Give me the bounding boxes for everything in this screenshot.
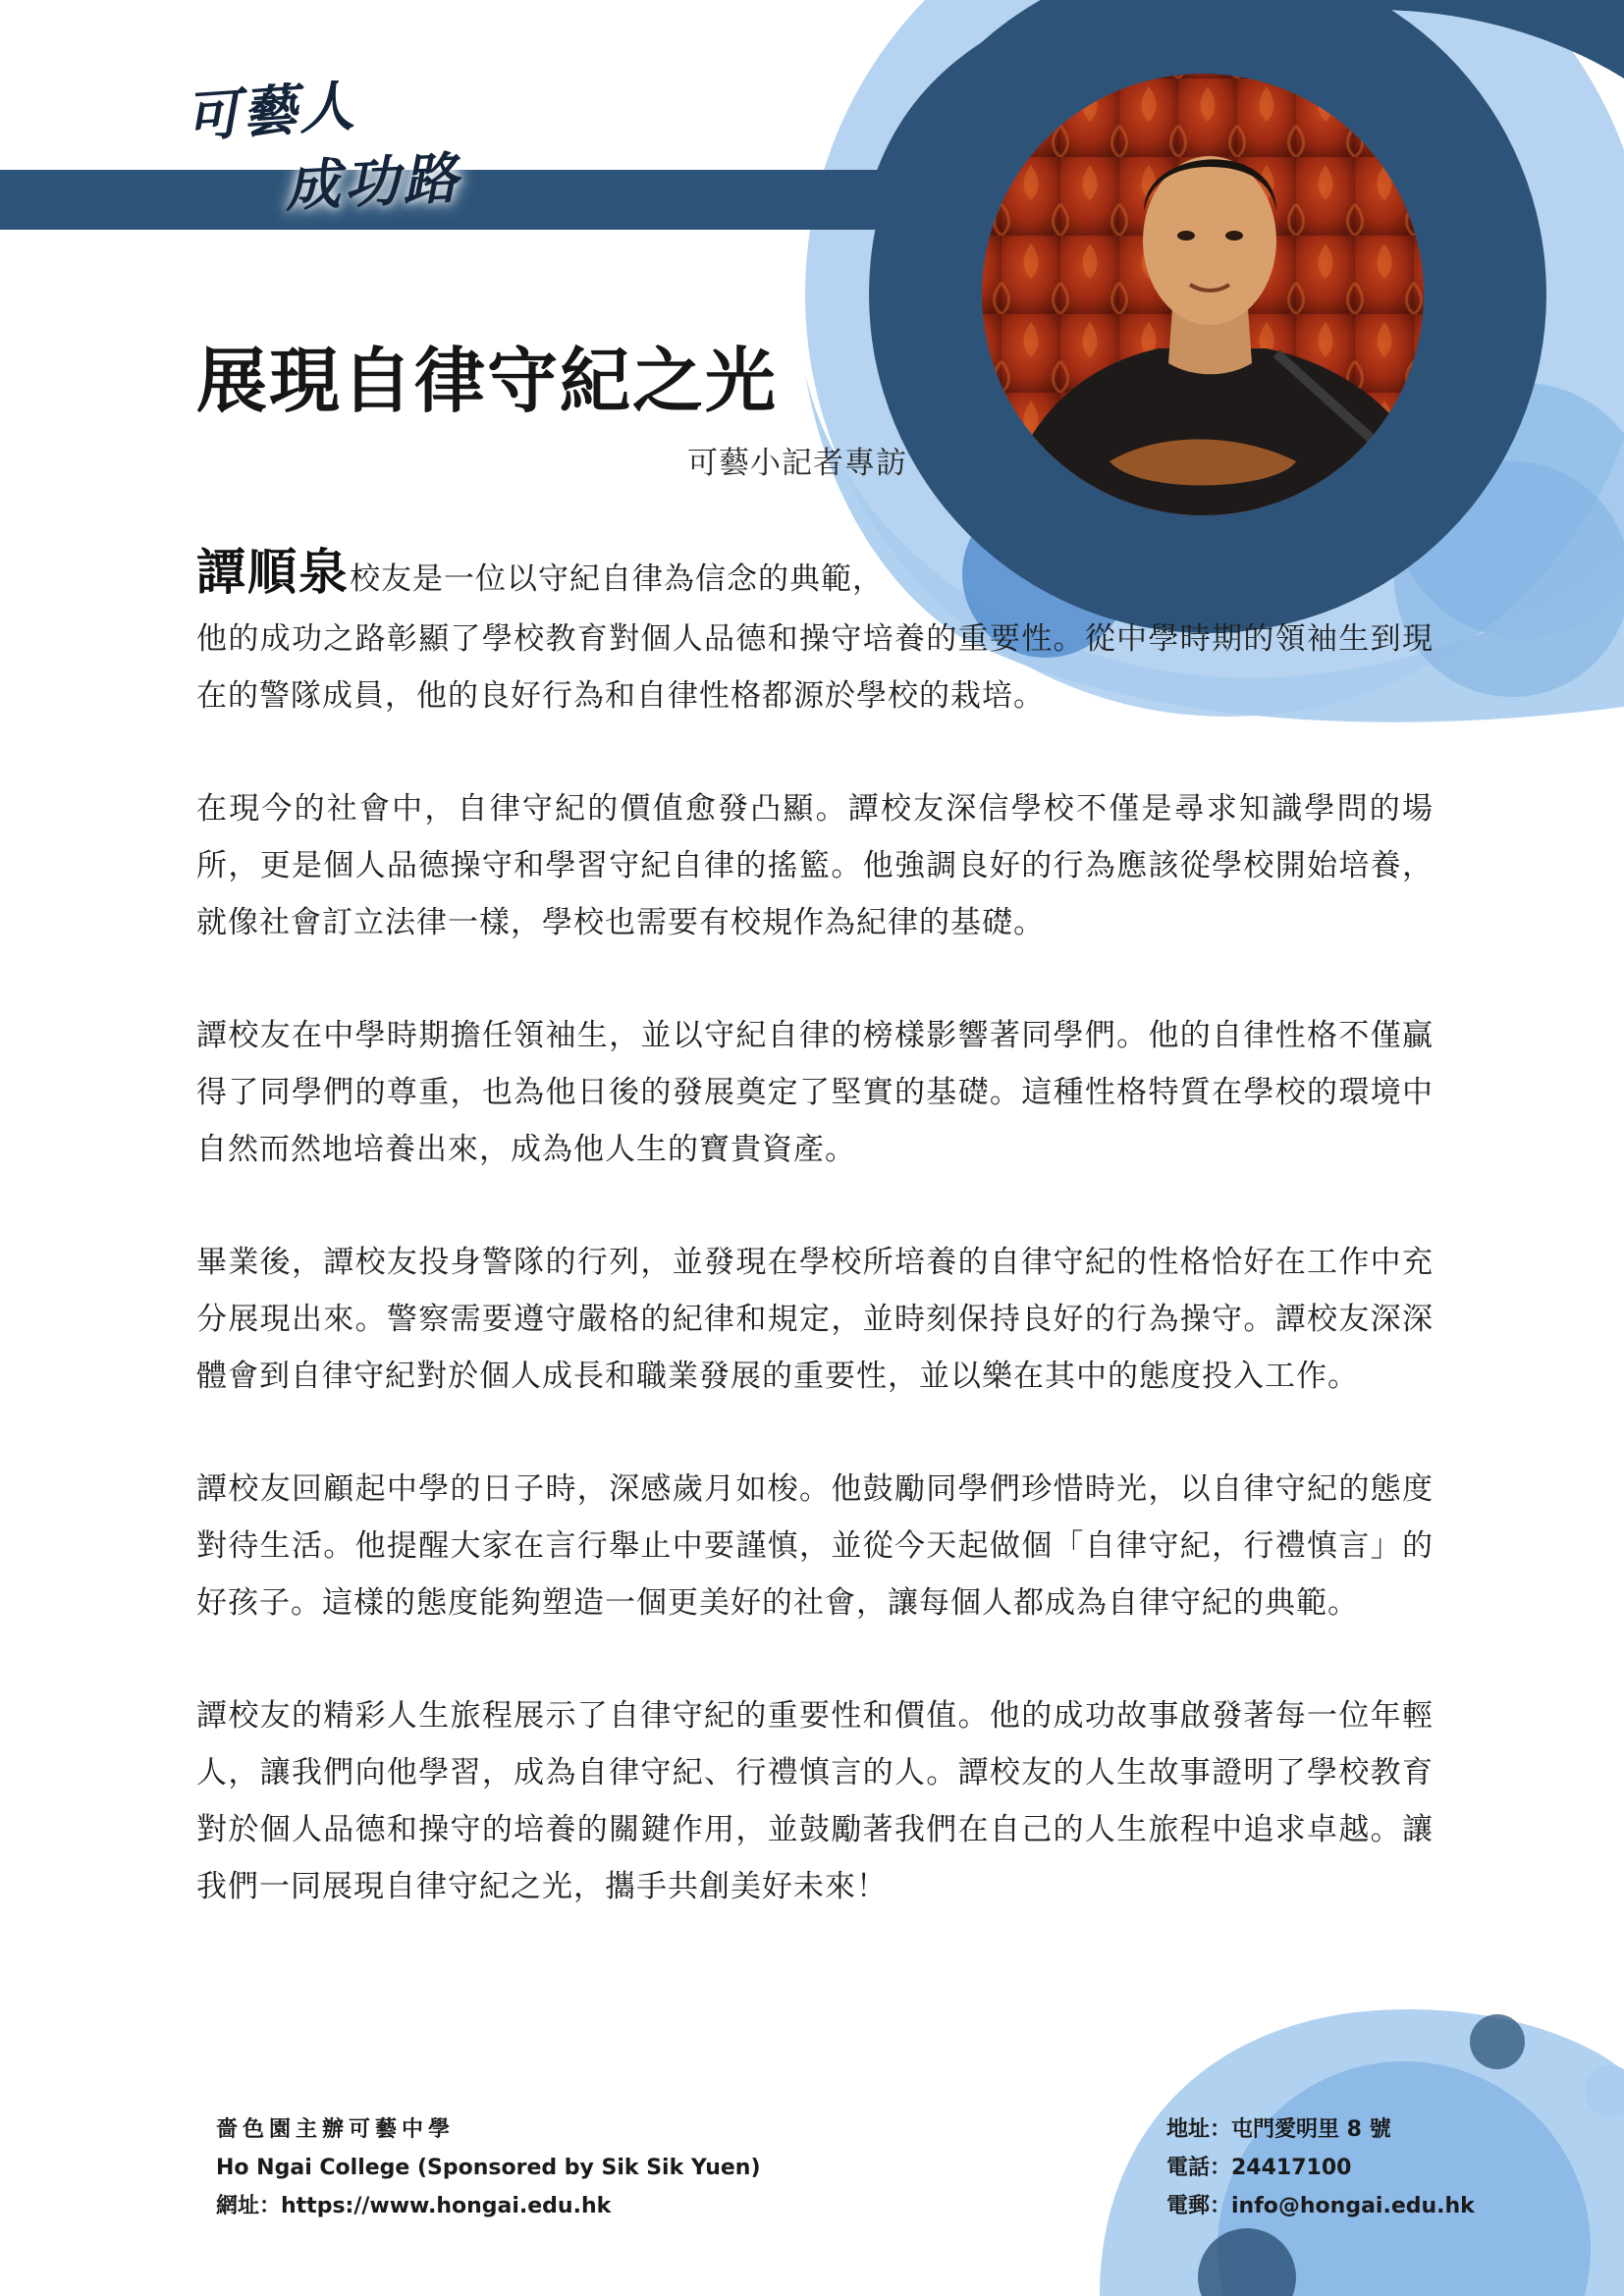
article-body	[196, 538, 1434, 1971]
school-name-zh: 嗇色園主辦可藝中學	[216, 2117, 456, 2142]
footer-contact-info	[1166, 2110, 1475, 2225]
brand-line-1: 可藝人	[183, 74, 358, 150]
school-name-en: Ho Ngai College (Sponsored by Sik Sik Yuen)	[216, 2156, 761, 2180]
footer-school-info	[216, 2110, 761, 2225]
school-email[interactable]: 電郵：info@hongai.edu.hk	[1166, 2194, 1475, 2218]
school-address: 地址：屯門愛明里 8 號	[1166, 2117, 1391, 2142]
paragraph-1: 他的成功之路彰顯了學校教育對個人品德和操守培養的重要性。從中學時期的領袖生到現在的警隊成員，他的良好行為和自律性格都源於學校的栽培。	[196, 621, 1434, 714]
reporter-credit: 可藝小記者專訪	[687, 446, 907, 481]
lead-text: 校友是一位以守紀自律為信念的典範，	[350, 561, 884, 597]
paragraph-6: 譚校友的精彩人生旅程展示了自律守紀的重要性和價值。他的成功故事啟發著每一位年輕人，讓我們向他學習，成為自律守紀、行禮慎言的人。譚校友的人生故事證明了學校教育對於個人品德和操守的培養的關鍵作用，並鼓勵著我們在自己的人生旅程中追求卓越。讓我們一同展現自律守紀之光，攜手共創美好未來！	[196, 1698, 1434, 1904]
page-title: 展現自律守紀之光	[196, 340, 779, 422]
paragraph-5: 譚校友回顧起中學的日子時，深感歲月如梭。他鼓勵同學們珍惜時光，以自律守紀的態度對待生活。他提醒大家在言行舉止中要謹慎，並從今天起做個「自律守紀，行禮慎言」的好孩子。這樣的態度能夠塑造一個更美好的社會，讓每個人都成為自律守紀的典範。	[196, 1471, 1434, 1621]
school-website[interactable]: 網址：https://www.hongai.edu.hk	[216, 2194, 612, 2218]
alumnus-name: 譚順泉	[196, 544, 350, 601]
paragraph-4: 畢業後，譚校友投身警隊的行列，並發現在學校所培養的自律守紀的性格恰好在工作中充分展現出來。警察需要遵守嚴格的紀律和規定，並時刻保持良好的行為操守。譚校友深深體會到自律守紀對於個人成長和職業發展的重要性，並以樂在其中的態度投入工作。	[196, 1245, 1434, 1394]
brand-line-2: 成功路	[283, 145, 463, 220]
school-phone: 電話：24417100	[1166, 2156, 1352, 2180]
paragraph-3: 譚校友在中學時期擔任領袖生，並以守紀自律的榜樣影響著同學們。他的自律性格不僅贏得了同學們的尊重，也為他日後的發展奠定了堅實的基礎。這種性格特質在學校的環境中自然而然地培養出來，成為他人生的寶貴資產。	[196, 1018, 1434, 1167]
lead-line	[196, 538, 1434, 618]
paragraph-2: 在現今的社會中，自律守紀的價值愈發凸顯。譚校友深信學校不僅是尋求知識學問的場所，更是個人品德操守和學習守紀自律的搖籃。他強調良好的行為應該從學校開始培養，就像社會訂立法律一樣，學校也需要有校規作為紀律的基礎。	[196, 791, 1434, 940]
